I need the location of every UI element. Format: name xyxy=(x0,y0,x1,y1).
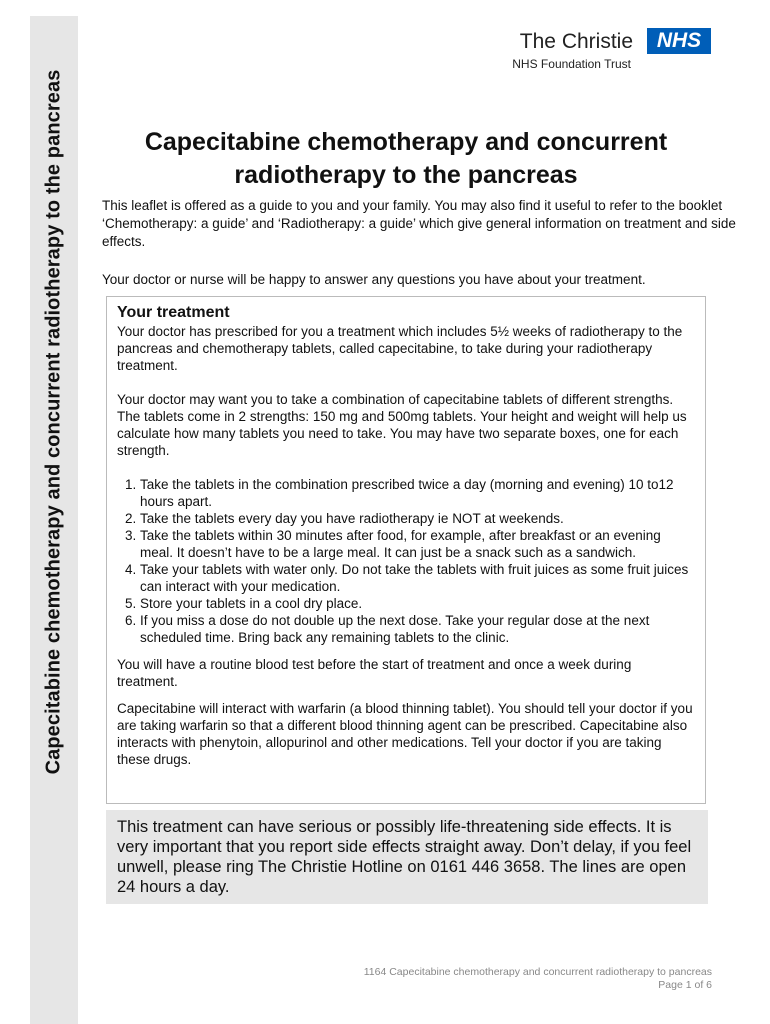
list-item: 6. If you miss a dose do not double up the next dose. Take your regular dose at the next scheduled time. Bring back any remaining tablets to the clinic. xyxy=(140,612,695,646)
intro-paragraph-2: Your doctor or nurse will be happy to answer any questions you have about your treatment. xyxy=(102,272,646,287)
treatment-paragraph-3: You will have a routine blood test before the start of treatment and once a week during treatment. xyxy=(117,657,632,689)
treatment-steps xyxy=(117,476,695,646)
list-item: 5. Store your tablets in a cool dry place. xyxy=(140,595,695,612)
list-item: 2. Take the tablets every day you have radiotherapy ie NOT at weekends. xyxy=(140,510,695,527)
nhs-badge: NHS xyxy=(647,28,711,54)
page-footer xyxy=(364,966,712,992)
footer-document-ref: 1164 Capecitabine chemotherapy and concurrent radiotherapy to pancreas xyxy=(363,966,712,978)
treatment-paragraph-4: Capecitabine will interact with warfarin (a blood thinning tablet). You should tell your doctor if you are taking warfarin so that a different blood thinning agent can be prescribed. Capecitabine also interacts with phenytoin, allopurinol and other medications. Tell your doctor if you are taking these drugs. xyxy=(117,701,693,767)
list-item: 3. Take the tablets within 30 minutes after food, for example, after breakfast or an evening meal. It doesn’t have to be a large meal. It can just be a snack such as a sandwich. xyxy=(140,527,695,561)
footer-page-number: Page 1 of 6 xyxy=(658,979,712,991)
logo-name: The Christie xyxy=(519,30,633,53)
christie-logo xyxy=(470,26,715,76)
treatment-box xyxy=(106,296,706,804)
treatment-heading: Your treatment xyxy=(117,304,230,321)
list-item: 4. Take your tablets with water only. Do not take the tablets with fruit juices as some fruit juices can interact with your medication. xyxy=(140,561,695,595)
treatment-paragraph-2: Your doctor may want you to take a combination of capecitabine tablets of different strengths. The tablets come in 2 strengths: 150 mg and 500mg tablets. Your height and weight will help us calculate how many tablets you need to take. You may have two separate boxes, one for each strength. xyxy=(117,392,687,458)
warning-box xyxy=(106,810,708,904)
logo-subtitle: NHS Foundation Trust xyxy=(512,57,631,71)
sidebar-title: Capecitabine chemotherapy and concurrent radiotherapy to the pancreas xyxy=(42,69,65,775)
warning-text: This treatment can have serious or possibly life-threatening side effects. It is very important that you report side effects straight away. Don’t delay, if you feel unwell, please ring The Christie Hotline on 0161 446 3658. The lines are open 24 hours a day. xyxy=(117,818,692,896)
page-title: Capecitabine chemotherapy and concurrent radiotherapy to the pancreas xyxy=(144,128,668,189)
treatment-paragraph-1: Your doctor has prescribed for you a treatment which includes 5½ weeks of radiotherapy to the pancreas and chemotherapy tablets, called capecitabine, to take during your radiotherapy treatment. xyxy=(117,324,683,373)
intro-paragraph: This leaflet is offered as a guide to you and your family. You may also find it useful to refer to the booklet ‘Chemotherapy: a guide’ and ‘Radiotherapy: a guide’ which give general information on treatment and side effects. xyxy=(102,198,736,249)
list-item: 1. Take the tablets in the combination prescribed twice a day (morning and evening) 10 to12 hours apart. xyxy=(140,476,695,510)
